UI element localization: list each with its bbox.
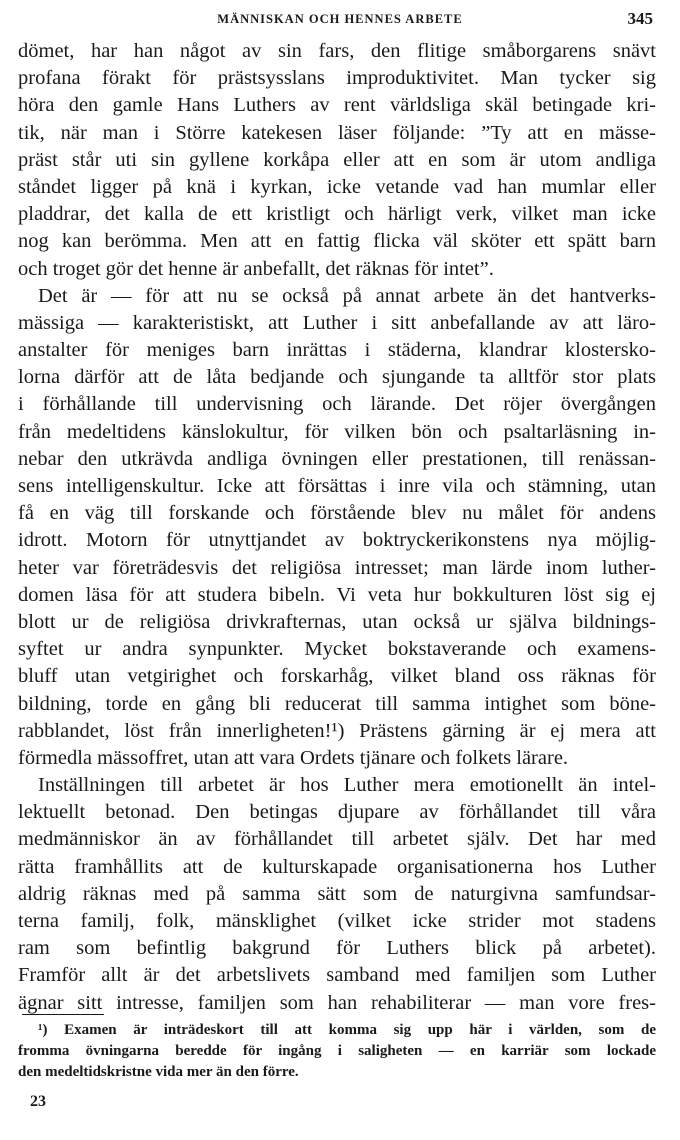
- text-line: lektuellt betonad. Den betingas djupare av förhållandet till våra: [18, 801, 656, 824]
- text-line: medmänniskor än av förhållandet till arbetet själv. Det har med: [18, 828, 656, 851]
- text-line: få en väg till forskande och förstående blev nu målet för andens: [18, 502, 656, 525]
- text-line: i förhållande till undervisning och lärande. Det röjer övergången: [18, 393, 656, 416]
- text-line: och troget gör det henne är anbefallt, det räknas för intet”.: [18, 257, 494, 280]
- signature-mark: 23: [30, 1093, 46, 1110]
- text-line: aldrig räknas med på samma sätt som de naturgivna samfundsar-: [18, 882, 656, 905]
- text-line: idrott. Motorn för utnyttjandet av boktryckerikonstens nya möjlig-: [18, 529, 656, 552]
- footnote-line: den medeltidskristne vida mer än den förre.: [18, 1064, 299, 1080]
- text-line: pladdrar, det kalla de ett kristligt och härligt verk, vilket man icke: [18, 203, 656, 226]
- running-head: [0, 9, 680, 31]
- footnote-divider: [22, 1014, 104, 1015]
- text-line: ståndet ligger på knä i kyrkan, icke vetande vad han mumlar eller: [18, 175, 656, 198]
- text-line: ram som befintlig bakgrund för Luthers blick på arbetet).: [18, 937, 656, 960]
- text-line: terna familj, folk, mänsklighet (vilket icke strider mot stadens: [18, 910, 656, 932]
- text-line: dömet, har han något av sin fars, den flitige småborgarens snävt: [18, 40, 656, 62]
- text-line: syftet ur andra synpunkter. Mycket bokstaverande och examens-: [18, 638, 656, 661]
- text-line: präst står uti sin gyllene korkåpa eller att en som är utom andliga: [18, 148, 656, 171]
- footnotes: [18, 1020, 656, 1083]
- text-line: profana förakt för prästsysslans improduktivitet. Man tycker sig: [18, 67, 656, 90]
- text-line: Framför allt är det arbetslivets samband med familjen som Luther: [18, 964, 656, 987]
- text-line: tik, när man i Större katekesen läser följande: ”Ty att en mässe-: [18, 121, 656, 144]
- page-number: 345: [627, 9, 653, 28]
- text-line: rabblandet, löst från innerligheten!¹) Prästens gärning är ej mera att: [18, 719, 656, 742]
- text-line: från medeltidens känslokultur, för vilken bön och psaltarläsning in-: [18, 420, 656, 443]
- footnote-line: fromma övningarna beredde för ingång i saligheten — en karriär som lockade: [18, 1043, 656, 1059]
- text-line: bluff utan vetgirighet och forskarhåg, vilket bland oss räknas för: [18, 665, 656, 688]
- text-line: ägnar sitt intresse, familjen som han rehabiliterar — man vore fres-: [18, 991, 656, 1014]
- text-line: förmedla mässoffret, utan att vara Ordets tjänare och folkets lärare.: [18, 746, 569, 769]
- text-line: lorna därför att de låta bedjande och sjungande ta alltför stor plats: [18, 366, 656, 389]
- body-text: [18, 38, 656, 1017]
- text-line: Det är — för att nu se också på annat arbete än det hantverks-: [38, 284, 656, 307]
- text-line: nebar den utkrävda andliga övningen eller prestationen, till renässan-: [18, 447, 656, 470]
- text-line: höra den gamle Hans Luthers av rent världsliga skäl betingade kri-: [18, 94, 656, 117]
- text-line: Inställningen till arbetet är hos Luther mera emotionellt än intel-: [38, 774, 656, 797]
- text-line: mässiga — karakteristiskt, att Luther i sitt anbefallande av att läro-: [18, 311, 656, 334]
- text-line: heter var företrädesvis det religiösa intresset; man lärde inom luther-: [18, 556, 656, 579]
- text-line: bildning, torde en gång bli reducerat till samma intighet som böne-: [18, 692, 656, 715]
- text-line: domen läsa för att studera bibeln. Vi veta hur bokkulturen löst sig ej: [18, 583, 656, 606]
- running-title: MÄNNISKAN OCH HENNES ARBETE: [217, 12, 463, 26]
- text-line: anstalter för meniges barn inrättas i städerna, klandrar klostersko-: [18, 339, 656, 362]
- text-line: rätta framhållits att de kulturskapade organisationerna hos Luther: [18, 855, 656, 878]
- text-line: blott ur de religiösa drivkrafternas, utan också ur själva bildnings-: [18, 610, 656, 633]
- text-line: nog kan berömma. Men att en fattig flicka väl sköter ett spätt barn: [18, 230, 656, 253]
- footnote-line: ¹) Examen är inträdeskort till att komma sig upp här i världen, som de: [38, 1022, 656, 1038]
- text-line: sens intelligenskultur. Icke att försättas i inre vila och stämning, utan: [18, 475, 656, 497]
